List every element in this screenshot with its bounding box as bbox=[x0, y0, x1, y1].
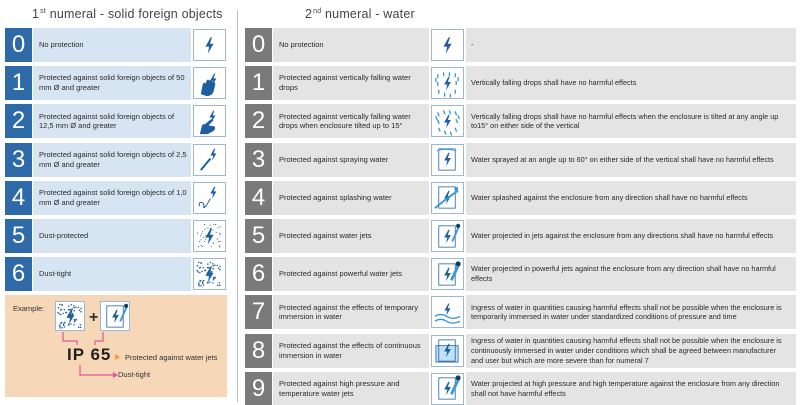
solid-row-3 bbox=[5, 143, 227, 177]
jet-icon-link bbox=[95, 332, 103, 345]
water-row-3 bbox=[245, 143, 796, 177]
water-description: Protected against powerful water jets bbox=[273, 257, 429, 291]
solid-description: No protection bbox=[33, 28, 191, 62]
water-numeral: 5 bbox=[245, 219, 272, 253]
splash-icon bbox=[431, 182, 464, 214]
water-row-7 bbox=[245, 295, 796, 329]
water-row-8 bbox=[245, 334, 796, 368]
solid-numeral: 2 bbox=[5, 104, 32, 138]
water-numeral: 0 bbox=[245, 28, 272, 62]
solid-numeral: 3 bbox=[5, 143, 32, 177]
wire-lightning-icon bbox=[193, 182, 226, 214]
solid-objects-title: 1st numeral - solid foreign objects bbox=[32, 7, 223, 21]
solid-row-1 bbox=[5, 66, 227, 100]
water-row-6 bbox=[245, 257, 796, 291]
water-description: Protected against high pressure and temperature water jets bbox=[273, 372, 429, 405]
example-label: Example: bbox=[13, 304, 45, 313]
solid-numeral: 4 bbox=[5, 181, 32, 215]
water-description: Protected against splashing water bbox=[273, 181, 429, 215]
water-numeral: 8 bbox=[245, 334, 272, 368]
solid-row-4 bbox=[5, 181, 227, 215]
dust-tight-lightning-icon bbox=[55, 301, 85, 331]
dust-lightning-icon bbox=[193, 220, 226, 252]
water-detail: Ingress of water in quantities causing harmful effects shall not be possible when the enclosure is continuously immersed in water under conditions which shall be agreed between manufacturer and user but which are more severe than for numeral 7 bbox=[466, 334, 796, 368]
water-row-1 bbox=[245, 66, 796, 100]
dust-icon-link bbox=[63, 332, 77, 345]
solid-description: Protected against solid foreign objects of 12,5 mm Ø and greater bbox=[33, 104, 191, 138]
solid-row-0 bbox=[5, 28, 227, 62]
solid-row-5 bbox=[5, 219, 227, 253]
water-numeral: 6 bbox=[245, 257, 272, 291]
water-numeral: 7 bbox=[245, 295, 272, 329]
spray-icon bbox=[431, 144, 464, 176]
ip-code: IP 65 bbox=[67, 345, 112, 364]
tool-lightning-icon bbox=[193, 144, 226, 176]
solid-description: Protected against solid foreign objects of 50 mm Ø and greater bbox=[33, 66, 191, 100]
powerful-jet-icon bbox=[431, 258, 464, 290]
finger-lightning-icon bbox=[193, 105, 226, 137]
water-detail: Water projected in jets against the enclosure from any directions shall have no harmful effects bbox=[466, 219, 796, 253]
water-detail: Water projected at high pressure and high temperature against the enclosure from any direction shall not have harmful effects bbox=[466, 372, 796, 405]
vertical-drops-icon bbox=[431, 67, 464, 99]
water-detail: Water projected in powerful jets against the enclosure from any direction shall have no harmful effects bbox=[466, 257, 796, 291]
water-jets-label: Protected against water jets bbox=[125, 353, 218, 362]
water-detail: Vertically falling drops shall have no harmful effects when the enclosure is tilted at any angle up to15° on either side of the vertical bbox=[466, 104, 796, 138]
water-jet-icon bbox=[100, 301, 130, 331]
water-detail: Ingress of water in quantities causing harmful effects shall not be possible when the enclosure is temporarily immersed in water under standardized conditions of pressure and time bbox=[466, 295, 796, 329]
solid-numeral: 6 bbox=[5, 257, 32, 291]
water-description: Protected against vertically falling water drops when enclosure tilted up to 15° bbox=[273, 104, 429, 138]
water-numeral: 2 bbox=[245, 104, 272, 138]
solid-description: Dust-protected bbox=[33, 219, 191, 253]
solid-row-2 bbox=[5, 104, 227, 138]
water-description: Protected against the effects of continuous immersion in water bbox=[273, 334, 429, 368]
water-row-9 bbox=[245, 372, 796, 405]
solid-row-6 bbox=[5, 257, 227, 291]
solid-description: Protected against solid foreign objects of 2,5 mm Ø and greater bbox=[33, 143, 191, 177]
water-numeral: 4 bbox=[245, 181, 272, 215]
water-description: Protected against water jets bbox=[273, 219, 429, 253]
dust-tight-arrow bbox=[80, 365, 113, 375]
solid-numeral: 0 bbox=[5, 28, 32, 62]
water-numeral: 1 bbox=[245, 66, 272, 100]
temporary-immersion-icon bbox=[431, 296, 464, 328]
example-box bbox=[5, 295, 227, 397]
water-detail: Water sprayed at an angle up to 60° on either side of the vertical shall have no harmful effects bbox=[466, 143, 796, 177]
water-description: No protection bbox=[273, 28, 429, 62]
water-description: Protected against vertically falling water drops bbox=[273, 66, 429, 100]
water-row-5 bbox=[245, 219, 796, 253]
water-description: Protected against the effects of temporary immersion in water bbox=[273, 295, 429, 329]
dust-tight-label: Dust-tight bbox=[118, 370, 151, 379]
continuous-immersion-icon bbox=[431, 335, 464, 367]
water-detail: Vertically falling drops shall have no harmful effects bbox=[466, 66, 796, 100]
high-pressure-jet-icon bbox=[431, 373, 464, 405]
water-row-2 bbox=[245, 104, 796, 138]
solid-description: Protected against solid foreign objects of 1,0 mm Ø and greater bbox=[33, 181, 191, 215]
water-title: 2nd numeral - water bbox=[305, 7, 415, 21]
water-detail: - bbox=[466, 28, 796, 62]
water-row-4 bbox=[245, 181, 796, 215]
plus-sign: + bbox=[89, 309, 99, 326]
water-row-0 bbox=[245, 28, 796, 62]
solid-numeral: 5 bbox=[5, 219, 32, 253]
water-numeral: 3 bbox=[245, 143, 272, 177]
column-divider bbox=[237, 10, 238, 402]
lightning-icon bbox=[431, 29, 464, 61]
lightning-icon bbox=[193, 29, 226, 61]
hand-lightning-icon bbox=[193, 67, 226, 99]
tilted-drops-icon bbox=[431, 105, 464, 137]
solid-numeral: 1 bbox=[5, 66, 32, 100]
water-detail: Water splashed against the enclosure from any direction shall have no harmful effects bbox=[466, 181, 796, 215]
water-description: Protected against spraying water bbox=[273, 143, 429, 177]
solid-description: Dust-tight bbox=[33, 257, 191, 291]
water-jets-arrowhead bbox=[115, 354, 120, 360]
dust-tight-lightning-icon bbox=[193, 258, 226, 290]
water-jet-icon bbox=[431, 220, 464, 252]
water-numeral: 9 bbox=[245, 372, 272, 405]
